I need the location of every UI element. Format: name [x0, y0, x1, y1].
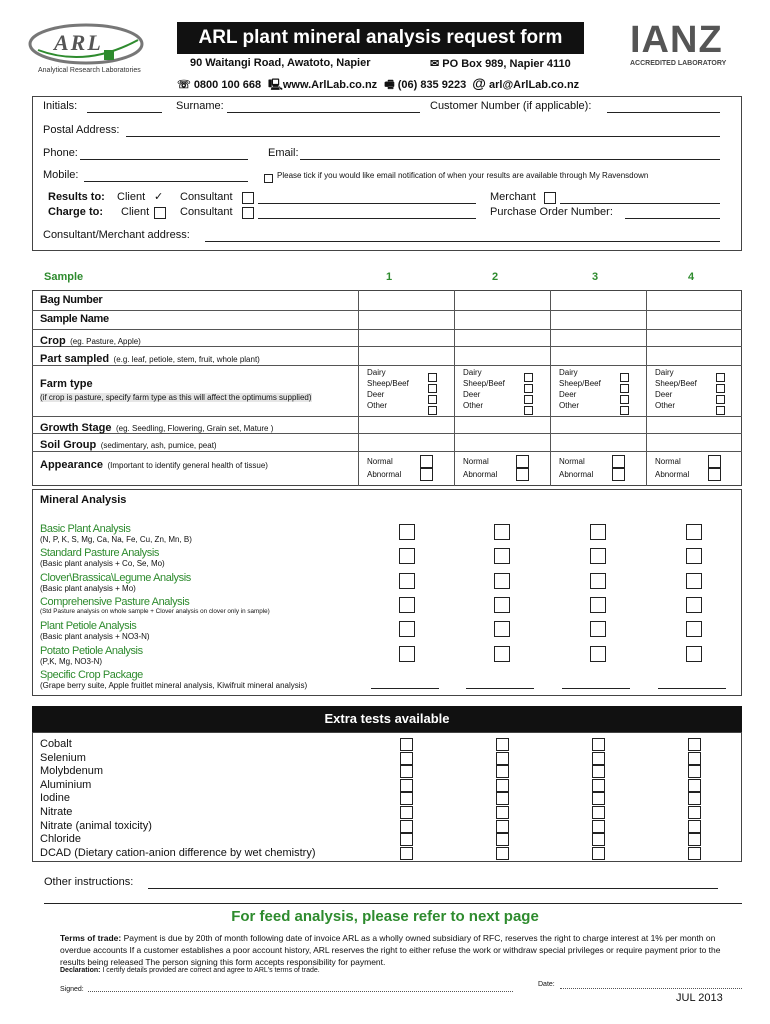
sample-column-1: 1 [386, 271, 393, 283]
appearance-option-label: Normal [367, 457, 393, 466]
results-client-tick[interactable]: ✓ [154, 191, 164, 203]
mineral-checkbox-col2[interactable] [494, 548, 510, 569]
crop-label: Crop [40, 335, 66, 347]
farm-option-label: Deer [367, 390, 385, 399]
farm-option-label: Other [655, 401, 676, 410]
soil-group-note: (sedimentary, ash, pumice, peat) [100, 441, 217, 450]
farm-option-label: Deer [559, 390, 577, 399]
mineral-checkbox-col1[interactable] [399, 597, 415, 618]
mineral-checkbox-col2[interactable] [494, 524, 510, 545]
logo-text: ARL [54, 30, 103, 55]
mineral-analysis-heading: Mineral Analysis [40, 494, 127, 506]
ianz-logo [630, 20, 735, 72]
farm-option-label: Deer [655, 390, 673, 399]
farm-option-label: Other [559, 401, 580, 410]
results-consultant-field[interactable] [258, 203, 476, 204]
extra-test-checkbox-col2[interactable] [496, 833, 509, 846]
mineral-checkbox-col4[interactable] [686, 646, 702, 667]
farm-option-label: Dairy [655, 368, 674, 377]
farm-option-label: Dairy [559, 368, 578, 377]
extra-test-label: DCAD (Dietary cation-anion difference by wet chemistry) [40, 846, 316, 859]
contact-line [177, 75, 579, 95]
sample-column-4: 4 [688, 271, 695, 283]
mineral-checkbox-col1[interactable] [399, 524, 415, 545]
date-field[interactable] [560, 988, 742, 989]
email-field[interactable] [300, 159, 720, 160]
purchase-order-label: Purchase Order Number: [490, 206, 613, 218]
mineral-checkbox-col1[interactable] [399, 646, 415, 667]
extra-test-checkbox-col4[interactable] [688, 765, 701, 778]
extra-test-checkbox-col1[interactable] [400, 847, 413, 860]
terms-text: Payment is due by 20th of month following date of invoice ARL as a wholly owned subsidiary of RFC, reserves the right to charge interest at 1% per month on overdue accounts If a customer establishes a poor account history, ARL reserves the right to either refuse the work or withdraw special privileges or require payment prior to the results being released The person signing this form accepts responsibility for payment. [60, 933, 721, 967]
mineral-analysis-note: (Std Pasture analysis on whole sample + Clover analysis on clover only in sample) [40, 607, 270, 615]
page-title-text: ARL plant mineral analysis request form [198, 27, 563, 48]
specific-crop-field-col1[interactable] [371, 688, 439, 689]
extra-test-checkbox-col1[interactable] [400, 779, 413, 792]
website[interactable]: www.ArlLab.co.nz [282, 79, 378, 91]
email-notification-checkbox[interactable] [264, 170, 273, 188]
ianz-subtitle: ACCREDITED LABORATORY [630, 60, 727, 67]
bag-number-label: Bag Number [40, 294, 103, 306]
mineral-checkbox-col4[interactable] [686, 597, 702, 618]
mineral-checkbox-col2[interactable] [494, 573, 510, 594]
consultant-address-label: Consultant/Merchant address: [43, 229, 190, 241]
appearance-option-label: Normal [559, 457, 585, 466]
extra-test-checkbox-col2[interactable] [496, 820, 509, 833]
mineral-analysis-name: Comprehensive Pasture Analysis [40, 595, 190, 608]
mineral-checkbox-col2[interactable] [494, 597, 510, 618]
extra-test-checkbox-col1[interactable] [400, 738, 413, 751]
computer-icon: 🖳 [268, 79, 283, 91]
appearance-option-label: Abnormal [655, 470, 690, 479]
charge-consultant-field[interactable] [258, 218, 476, 219]
mineral-checkbox-col3[interactable] [590, 646, 606, 667]
growth-stage-row [40, 418, 273, 436]
mobile-label: Mobile: [43, 169, 79, 181]
specific-crop-field-col2[interactable] [466, 688, 534, 689]
extra-test-label: Iodine [40, 792, 70, 805]
extra-test-checkbox-col2[interactable] [496, 792, 509, 805]
fax-number: (06) 835 9223 [397, 79, 467, 91]
extra-tests-box [32, 732, 742, 862]
extra-test-checkbox-col3[interactable] [592, 833, 605, 846]
mineral-analysis-name: Clover\Brassica\Legume Analysis [40, 571, 191, 584]
ianz-text: IANZ [630, 19, 723, 61]
date-label: Date: [538, 981, 555, 988]
extra-test-checkbox-col1[interactable] [400, 792, 413, 805]
soil-group-label: Soil Group [40, 439, 97, 451]
mineral-checkbox-col3[interactable] [590, 621, 606, 642]
surname-field[interactable] [227, 112, 420, 113]
extra-test-checkbox-col1[interactable] [400, 806, 413, 819]
charge-to-label: Charge to: [48, 206, 103, 218]
extra-test-checkbox-col3[interactable] [592, 765, 605, 778]
appearance-option-label: Normal [655, 457, 681, 466]
farm-option-label: Dairy [463, 368, 482, 377]
email-notification-note: Please tick if you would like email notification of when your results are available through My Ravensdown [277, 171, 649, 180]
phone-field[interactable] [80, 159, 248, 160]
mineral-analysis-box [32, 489, 742, 696]
address: 90 Waitangi Road, Awatoto, Napier [190, 57, 371, 69]
extra-test-label: Cobalt [40, 738, 72, 750]
extra-test-label: Molybdenum [40, 765, 103, 778]
mineral-checkbox-col4[interactable] [686, 573, 702, 594]
crop-row [40, 331, 141, 349]
appearance-row [40, 455, 268, 473]
arl-logo [28, 20, 148, 78]
appearance-option-label: Abnormal [559, 470, 594, 479]
farm-option-checkbox-col3[interactable] [620, 402, 629, 420]
sample-column-2: 2 [492, 271, 499, 283]
consultant-address-field[interactable] [205, 241, 720, 242]
extra-test-checkbox-col2[interactable] [496, 847, 509, 860]
mineral-analysis-note: (Basic plant analysis + NO3-N) [40, 632, 150, 642]
extra-test-checkbox-col4[interactable] [688, 847, 701, 860]
farm-option-label: Deer [463, 390, 481, 399]
mineral-checkbox-col4[interactable] [686, 524, 702, 545]
extra-test-label: Nitrate [40, 806, 73, 818]
extra-tests-heading: Extra tests available [324, 711, 450, 726]
appearance-label: Appearance [40, 459, 103, 471]
mineral-analysis-note: (Basic plant analysis + Co, Se, Mo) [40, 559, 165, 569]
farm-option-label: Other [463, 401, 484, 410]
extra-test-checkbox-col1[interactable] [400, 833, 413, 846]
extra-test-checkbox-col2[interactable] [496, 765, 509, 778]
growth-stage-label: Growth Stage [40, 422, 112, 434]
results-to-label: Results to: [48, 191, 105, 203]
extra-test-checkbox-col4[interactable] [688, 752, 701, 765]
mineral-analysis-name: Plant Petiole Analysis [40, 620, 137, 633]
farm-option-label: Sheep/Beef [463, 379, 505, 388]
farm-option-checkbox-col4[interactable] [716, 402, 725, 420]
phone-label: Phone: [43, 147, 78, 159]
initials-label: Initials: [43, 100, 78, 112]
email-label: Email: [268, 147, 299, 159]
part-sampled-label: Part sampled [40, 353, 110, 365]
farm-option-checkbox-col2[interactable] [524, 402, 533, 420]
extra-test-checkbox-col4[interactable] [688, 779, 701, 792]
merchant-field[interactable] [560, 203, 720, 204]
extra-test-checkbox-col4[interactable] [688, 820, 701, 833]
extra-test-label: Nitrate (animal toxicity) [40, 819, 152, 832]
page-title [177, 22, 584, 54]
appearance-checkbox-col3[interactable] [612, 468, 625, 486]
mineral-analysis-name: Specific Crop Package [40, 668, 143, 681]
mineral-analysis-name: Basic Plant Analysis [40, 523, 131, 535]
extra-test-checkbox-col4[interactable] [688, 806, 701, 819]
specific-crop-field-col4[interactable] [658, 688, 726, 689]
merchant-label: Merchant [490, 191, 536, 203]
version-label: JUL 2013 [676, 992, 723, 1004]
sample-label: Sample [44, 271, 84, 283]
appearance-note: (Important to identify general health of tissue) [107, 461, 268, 470]
surname-label: Surname: [176, 100, 224, 112]
fax-icon: 🖷 [384, 79, 398, 91]
extra-test-checkbox-col2[interactable] [496, 806, 509, 819]
extra-test-checkbox-col4[interactable] [688, 738, 701, 751]
po-box-text: PO Box 989, Napier 4110 [442, 58, 571, 70]
mineral-analysis-note: (Grape berry suite, Apple fruitlet mineral analysis, Kiwifruit mineral analysis) [40, 680, 308, 690]
signed-label: Signed: [60, 986, 84, 993]
farm-option-label: Sheep/Beef [559, 379, 601, 388]
other-instructions-field[interactable] [148, 888, 718, 889]
purchase-order-field[interactable] [625, 218, 720, 219]
extra-test-checkbox-col1[interactable] [400, 820, 413, 833]
crop-note: (eg. Pasture, Apple) [70, 337, 141, 346]
terms-of-trade [60, 932, 742, 968]
mineral-checkbox-col1[interactable] [399, 548, 415, 569]
mineral-analysis-note: (P,K, Mg, NO3-N) [40, 656, 103, 666]
charge-consultant-checkbox[interactable] [242, 206, 254, 224]
part-sampled-note: (e.g. leaf, petiole, stem, fruit, whole plant) [113, 355, 260, 364]
extra-test-label: Chloride [40, 833, 81, 846]
extra-test-checkbox-col1[interactable] [400, 752, 413, 765]
extra-test-checkbox-col3[interactable] [592, 806, 605, 819]
extra-test-checkbox-col4[interactable] [688, 833, 701, 846]
feed-analysis-note: For feed analysis, please refer to next page [231, 908, 539, 925]
appearance-option-label: Abnormal [367, 470, 402, 479]
farm-option-label: Sheep/Beef [655, 379, 697, 388]
initials-field[interactable] [87, 112, 162, 113]
extra-test-checkbox-col3[interactable] [592, 752, 605, 765]
extra-test-checkbox-col3[interactable] [592, 738, 605, 751]
farm-type-label: Farm type [40, 378, 93, 390]
appearance-checkbox-col4[interactable] [708, 468, 721, 486]
mineral-checkbox-col1[interactable] [399, 621, 415, 642]
extra-test-checkbox-col2[interactable] [496, 752, 509, 765]
extra-test-label: Aluminium [40, 778, 92, 791]
extra-test-checkbox-col3[interactable] [592, 792, 605, 805]
envelope-icon: ✉ [430, 58, 443, 70]
at-icon: @ [472, 75, 486, 91]
farm-option-label: Other [367, 401, 388, 410]
divider [44, 903, 742, 904]
extra-test-checkbox-col3[interactable] [592, 779, 605, 792]
farm-option-label: Sheep/Beef [367, 379, 409, 388]
charge-client-label: Client [121, 206, 150, 218]
farm-type-note: (if crop is pasture, specify farm type as this will affect the optimums supplied) [40, 393, 312, 402]
results-consultant-label: Consultant [180, 191, 233, 203]
phone-number: 0800 100 668 [193, 79, 262, 91]
extra-test-checkbox-col1[interactable] [400, 765, 413, 778]
part-sampled-row [40, 349, 260, 367]
extra-test-checkbox-col2[interactable] [496, 738, 509, 751]
farm-option-checkbox-col1[interactable] [428, 402, 437, 420]
results-client-label: Client [117, 191, 146, 203]
po-box [430, 57, 571, 70]
extra-test-checkbox-col2[interactable] [496, 779, 509, 792]
mineral-checkbox-col3[interactable] [590, 524, 606, 545]
declaration-label: Declaration: [60, 967, 101, 974]
mineral-analysis-name: Standard Pasture Analysis [40, 547, 160, 560]
mineral-checkbox-col2[interactable] [494, 646, 510, 667]
logo-subtitle: Analytical Research Laboratories [38, 67, 141, 74]
charge-consultant-label: Consultant [180, 206, 233, 218]
extra-test-checkbox-col3[interactable] [592, 847, 605, 860]
mineral-checkbox-col3[interactable] [590, 548, 606, 569]
terms-label: Terms of trade: [60, 933, 122, 943]
appearance-option-label: Abnormal [463, 470, 498, 479]
mineral-checkbox-col4[interactable] [686, 548, 702, 569]
customer-number-field[interactable] [607, 112, 720, 113]
appearance-option-label: Normal [463, 457, 489, 466]
mineral-checkbox-col2[interactable] [494, 621, 510, 642]
extra-test-checkbox-col3[interactable] [592, 820, 605, 833]
extra-tests-header [32, 706, 742, 732]
mineral-analysis-name: Potato Petiole Analysis [40, 644, 143, 657]
specific-crop-field-col3[interactable] [562, 688, 630, 689]
farm-option-label: Dairy [367, 368, 386, 377]
signature-field[interactable] [88, 991, 513, 992]
mineral-checkbox-col4[interactable] [686, 621, 702, 642]
mineral-checkbox-col1[interactable] [399, 573, 415, 594]
mobile-field[interactable] [84, 181, 248, 182]
customer-number-label: Customer Number (if applicable): [430, 100, 592, 112]
appearance-checkbox-col1[interactable] [420, 468, 433, 486]
declaration [60, 967, 320, 974]
mineral-checkbox-col3[interactable] [590, 573, 606, 594]
sample-name-label: Sample Name [40, 313, 109, 325]
appearance-checkbox-col2[interactable] [516, 468, 529, 486]
extra-test-checkbox-col4[interactable] [688, 792, 701, 805]
extra-test-label: Selenium [40, 751, 86, 764]
email-address[interactable]: arl@ArlLab.co.nz [488, 79, 580, 91]
mineral-checkbox-col3[interactable] [590, 597, 606, 618]
postal-address-label: Postal Address: [43, 124, 120, 136]
charge-client-checkbox[interactable] [154, 206, 166, 224]
growth-stage-note: (eg. Seedling, Flowering, Grain set, Mature ) [115, 424, 274, 433]
sample-column-3: 3 [592, 271, 599, 283]
phone-icon: ☏ [177, 79, 194, 91]
declaration-text: I certify details provided are correct and agree to ARL's terms of trade. [102, 967, 320, 974]
soil-group-row [40, 435, 217, 453]
other-instructions-label: Other instructions: [44, 876, 134, 888]
mineral-analysis-note: (N, P, K, S, Mg, Ca, Na, Fe, Cu, Zn, Mn, B) [40, 535, 192, 544]
postal-address-field[interactable] [126, 136, 720, 137]
mineral-analysis-note: (Basic plant analysis + Mo) [40, 583, 136, 593]
